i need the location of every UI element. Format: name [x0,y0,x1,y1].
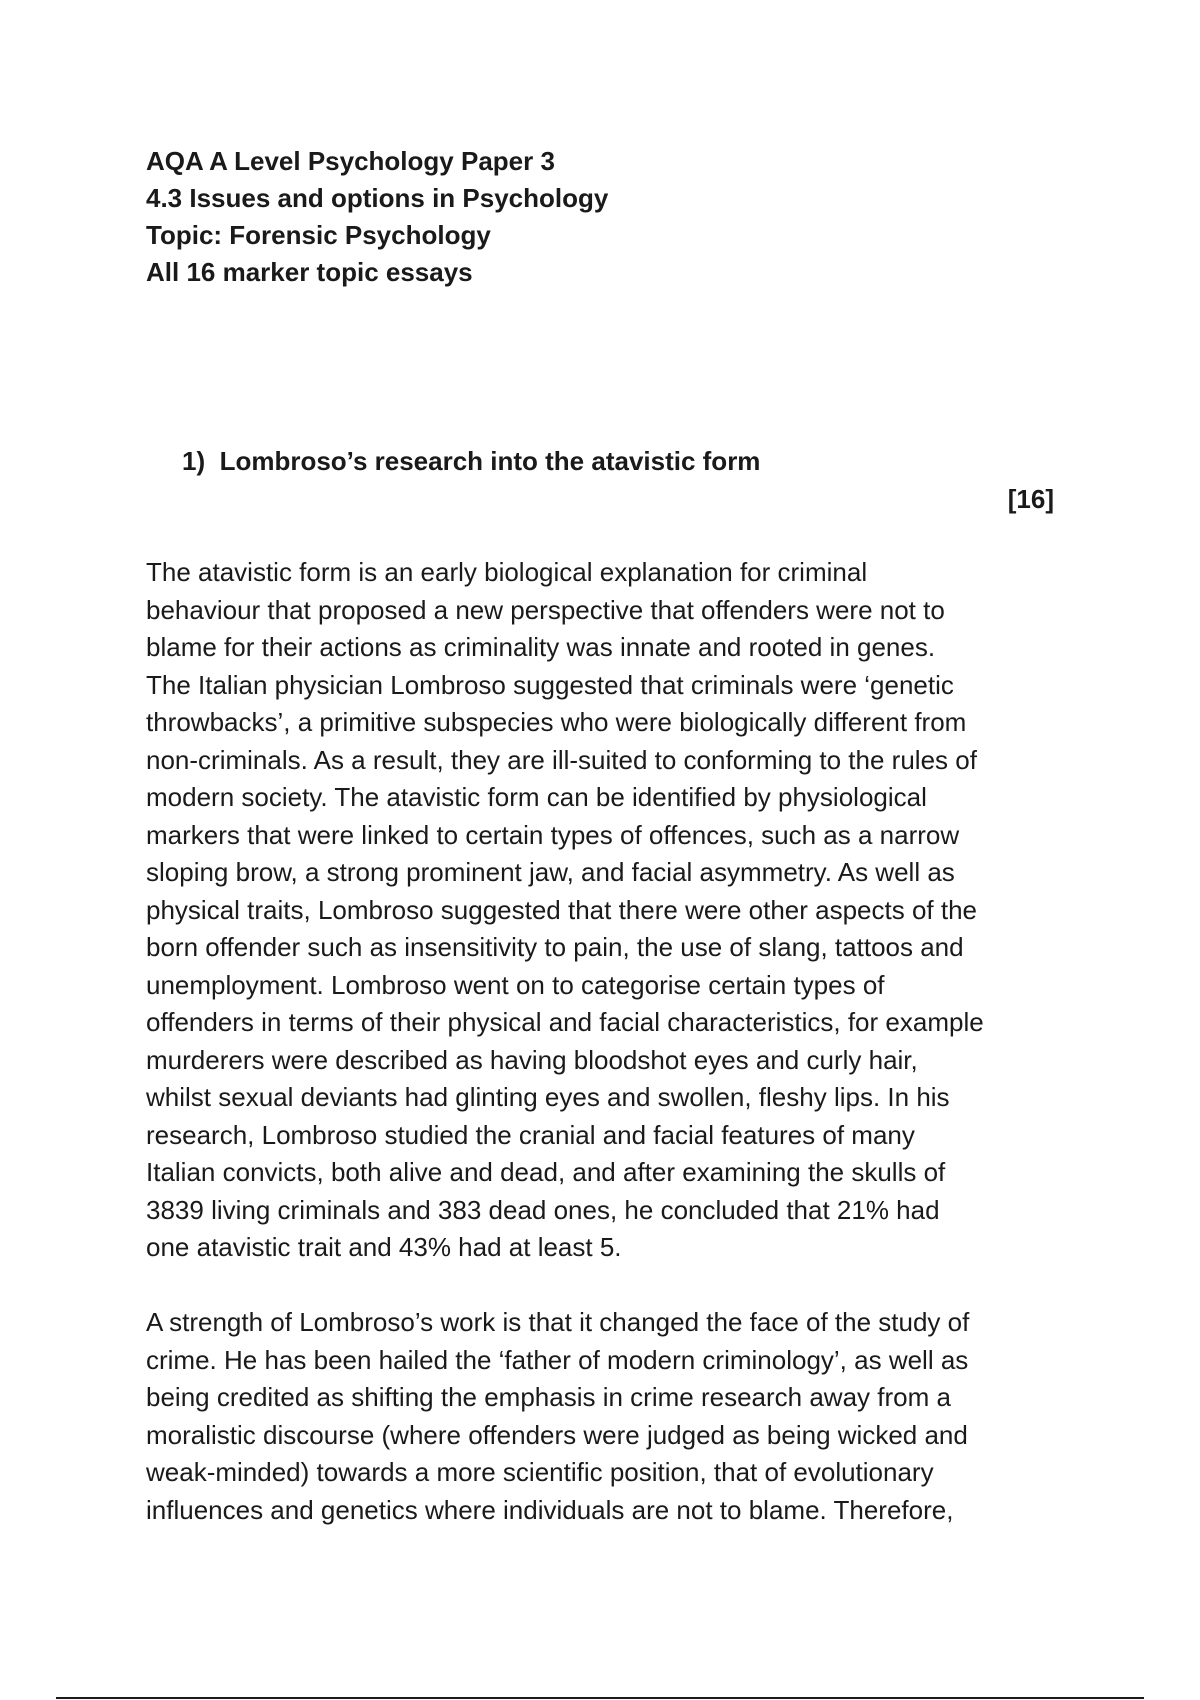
question-title: Lombroso’s research into the atavistic form [219,446,761,476]
text-line: modern society. The atavistic form can be identified by physiological [146,782,927,812]
text-line: The Italian physician Lombroso suggested that criminals were ‘genetic [146,669,954,700]
text-line: 3839 living criminals and 383 dead ones, he concluded that 21% had [146,1194,940,1225]
text-line: blame for their actions as criminality was innate and rooted in genes. [146,632,936,662]
header-line-paper: AQA A Level Psychology Paper 3 [146,146,555,176]
essay-paragraph-2 [146,1304,1076,1529]
text-line: one atavistic trait and 43% had at least 5. [146,1232,622,1262]
text-line: research, Lombroso studied the cranial and facial features of many [146,1119,915,1150]
text-line: physical traits, Lombroso suggested that there were other aspects of the [146,894,978,925]
question-heading [182,443,760,479]
text-line: Italian convicts, both alive and dead, and after examining the skulls of [146,1157,946,1187]
header-line-section: 4.3 Issues and options in Psychology [146,183,609,213]
text-line: markers that were linked to certain types of offences, such as a narrow [146,819,960,850]
text-line: moralistic discourse (where offenders were judged as being wicked and [146,1419,968,1450]
question-marks: [16] [1007,484,1054,514]
header-line-essays: All 16 marker topic essays [146,257,473,287]
text-line: being credited as shifting the emphasis in crime research away from a [146,1382,951,1412]
text-line: murderers were described as having bloodshot eyes and curly hair, [146,1044,918,1075]
text-line: behaviour that proposed a new perspective that offenders were not to [146,594,945,625]
text-line: non-criminals. As a result, they are ill-suited to conforming to the rules of [146,744,977,775]
footer-divider [56,1697,1144,1699]
text-line: weak-minded) towards a more scientific position, that of evolutionary [146,1457,934,1487]
document-header [146,143,846,291]
text-line: whilst sexual deviants had glinting eyes and swollen, fleshy lips. In his [146,1082,950,1112]
text-line: sloping brow, a strong prominent jaw, and facial asymmetry. As well as [146,857,955,887]
text-line: throwbacks’, a primitive subspecies who were biologically different from [146,707,967,737]
text-line: The atavistic form is an early biological explanation for criminal [146,557,868,587]
question-number: 1) [182,446,206,476]
text-line: crime. He has been hailed the ‘father of modern criminology’, as well as [146,1344,969,1375]
text-line: born offender such as insensitivity to pain, the use of slang, tattoos and [146,932,964,962]
text-line: influences and genetics where individuals are not to blame. Therefore, [146,1494,954,1525]
text-line: unemployment. Lombroso went on to categorise certain types of [146,969,885,1000]
text-line: offenders in terms of their physical and facial characteristics, for example [146,1007,984,1037]
essay-paragraph-1 [146,554,1076,1267]
text-line: A strength of Lombroso’s work is that it changed the face of the study of [146,1307,970,1337]
header-line-topic: Topic: Forensic Psychology [146,220,491,250]
